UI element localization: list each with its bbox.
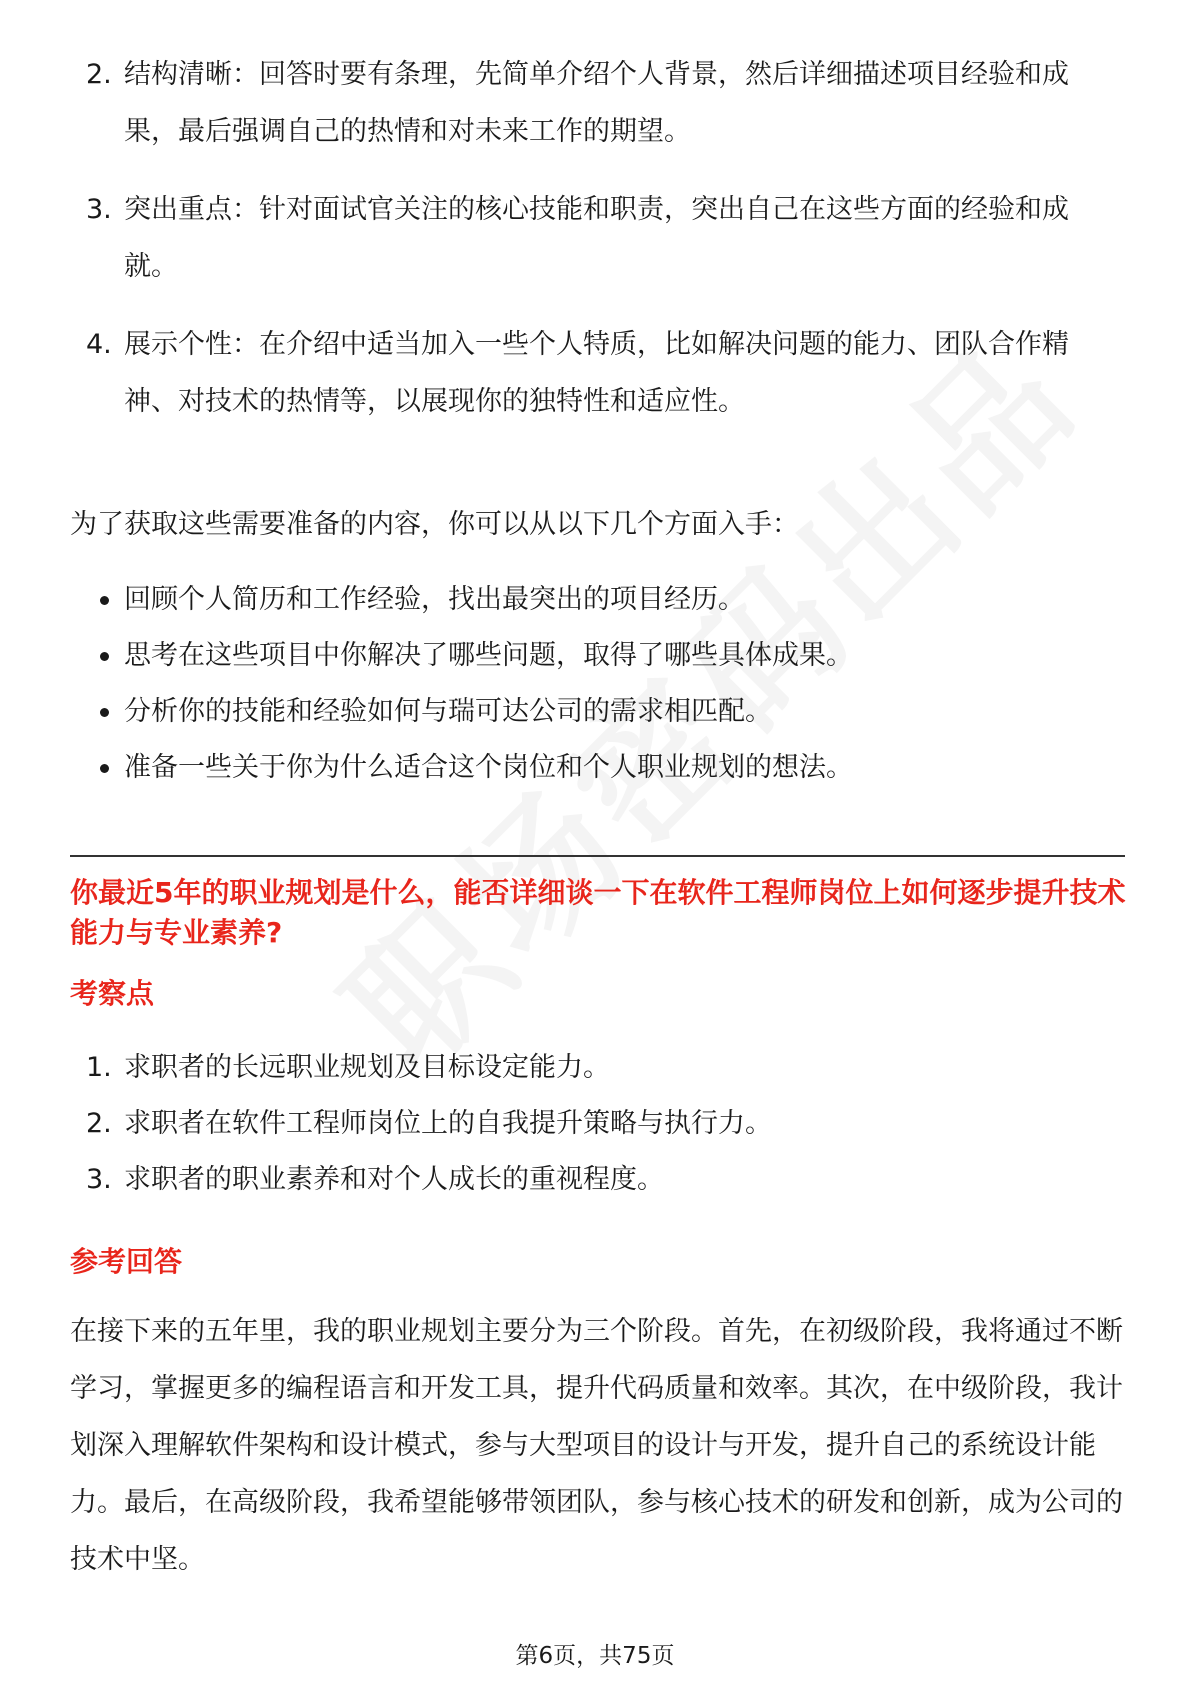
list-item xyxy=(70,740,1120,796)
list-item-number: 4. xyxy=(86,329,112,360)
list-item-number: 3. xyxy=(86,194,112,225)
list-item-text: 求职者在软件工程师岗位上的自我提升策略与执行力。 xyxy=(124,1108,772,1139)
list-item-text: 展示个性：在介绍中适当加入一些个人特质，比如解决问题的能力、团队合作精神、对技术的热情等，以展现你的独特性和适应性。 xyxy=(124,329,1069,417)
page-footer: 第6页，共75页 xyxy=(515,1643,675,1669)
bullet-icon xyxy=(100,652,109,661)
list-item xyxy=(70,628,1120,684)
answer-paragraph: 在接下来的五年里，我的职业规划主要分为三个阶段。首先，在初级阶段，我将通过不断学习，掌握更多的编程语言和开发工具，提升代码质量和效率。其次，在中级阶段，我计划深入理解软件架构和设计模式，参与大型项目的设计与开发，提升自己的系统设计能力。最后，在高级阶段，我希望能够带领团队，参与核心技术的研发和创新，成为公司的技术中坚。 xyxy=(70,1316,1123,1575)
list-item xyxy=(70,572,1120,628)
intro-numbered-list xyxy=(70,46,1120,430)
bullet-icon xyxy=(100,708,109,717)
list-item-text: 回顾个人简历和工作经验，找出最突出的项目经历。 xyxy=(124,584,745,615)
prep-bullet-list xyxy=(70,572,1120,796)
list-item-number: 2. xyxy=(86,59,112,90)
focus-heading: 考察点 xyxy=(70,977,155,1010)
list-item-text: 结构清晰：回答时要有条理，先简单介绍个人背景，然后详细描述项目经验和成果，最后强调自己的热情和对未来工作的期望。 xyxy=(124,59,1069,147)
list-item-text: 突出重点：针对面试官关注的核心技能和职责，突出自己在这些方面的经验和成就。 xyxy=(124,194,1069,282)
list-item-number: 2. xyxy=(86,1108,112,1139)
list-item xyxy=(70,46,1120,160)
list-item-text: 思考在这些项目中你解决了哪些问题，取得了哪些具体成果。 xyxy=(124,640,853,671)
list-item-text: 分析你的技能和经验如何与瑞可达公司的需求相匹配。 xyxy=(124,696,772,727)
list-item-text: 求职者的职业素养和对个人成长的重视程度。 xyxy=(124,1164,664,1195)
list-item xyxy=(70,1096,1120,1152)
list-item-number: 1. xyxy=(86,1052,112,1083)
bullet-icon xyxy=(100,596,109,605)
answer-heading: 参考回答 xyxy=(70,1245,183,1278)
focus-numbered-list xyxy=(70,1040,1120,1208)
list-item xyxy=(70,316,1120,430)
prep-intro-paragraph: 为了获取这些需要准备的内容，你可以从以下几个方面入手： xyxy=(70,509,799,540)
bullet-icon xyxy=(100,764,109,773)
interview-question: 你最近5年的职业规划是什么，能否详细谈一下在软件工程师岗位上如何逐步提升技术能力与专业素养? xyxy=(70,876,1126,949)
list-item-text: 求职者的长远职业规划及目标设定能力。 xyxy=(124,1052,610,1083)
section-divider xyxy=(70,855,1125,857)
list-item-number: 3. xyxy=(86,1164,112,1195)
list-item-text: 准备一些关于你为什么适合这个岗位和个人职业规划的想法。 xyxy=(124,752,853,783)
list-item xyxy=(70,181,1120,295)
list-item xyxy=(70,684,1120,740)
list-item xyxy=(70,1152,1120,1208)
list-item xyxy=(70,1040,1120,1096)
